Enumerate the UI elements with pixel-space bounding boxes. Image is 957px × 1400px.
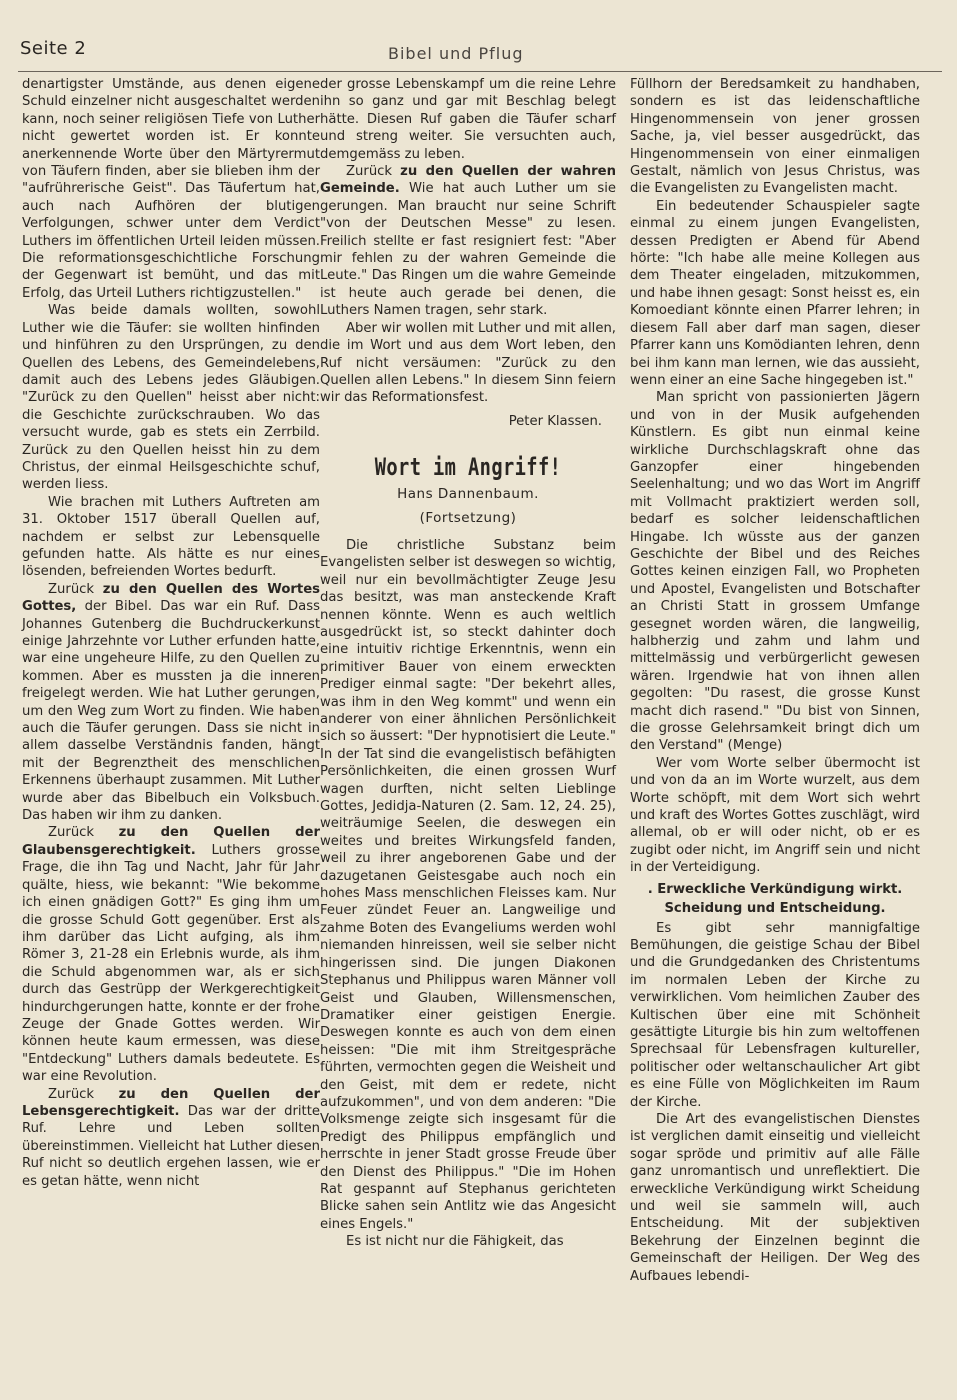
col2-paragraph: der grosse Lebenskampf um die reine Lehre ihn so ganz und gar mit Beschlag belegt hätte. Diesen Ruf gaben die Täufer scharf und streng weiter. Sie versuchten auch, demgemäss zu leben. [320,77,616,162]
column-2 [320,76,616,1251]
page-header [0,38,957,72]
col1-paragraph [22,824,320,1085]
paragraph-text: Luthers grosse Frage, die ihn Tag und Nacht, Jahr für Jahr quälte, hiess, wie bekannt: "Wie bekomme ich einen gnädigen Gott?" Es ging ihm um die grosse Schuld Gott gegenüber. Erst als ihm darüber das Licht aufging, als ihm Römer 3, 21-28 ein Erlebnis wurde, als ihm die Schuld abgenommen war, als er sich durch das Gestrüpp der Werkgerechtigkeit hindurchgerungen hatte, konnte er der frohe Zeuge der Gnade Gottes werden. Wir können heute kaum ermessen, was diese "Entdeckung" Luthers damals bedeutete. Es war eine Revolution. [22,842,320,1085]
col3-paragraph: Ein bedeutender Schauspieler sagte einmal zu einem jungen Evangelisten, dessen Predigten er Abend für Abend hörte: "Ich habe alle meine Kollegen aus dem Theater eingeladen, mitzukommen, und habe ihnen gesagt: Sonst heisst es, ein Komoediant könnte einen Pfarrer lehren; in diesem Fall aber darf man sagen, dieser Pfarrer kann uns Komödianten lehren, denn bei ihm kann man lernen, wie das aussieht, wenn einer an eine Sache hingegeben ist." [630,198,920,388]
header-rule [18,71,942,72]
col3-paragraph: Die Art des evangelistischen Dienstes ist verglichen damit einseitig und vielleicht sogar spröde und primitiv auf alle Fälle ganz unromantisch und unreflektiert. Die erweckliche Verkündigung wirkt Scheidung und weil sie sammeln will, auch Entscheidung. Mit der subjektiven Bekehrung der Einzelnen beginnt die Gemeinschaft der Heiligen. Der Weg des Aufbaues lebendi- [630,1111,920,1284]
bold-lead: zu den Quellen der wahren Gemeinde. [320,164,616,197]
page-number: Seite 2 [20,38,87,59]
col1-paragraph [22,1086,320,1190]
column-1 [22,76,320,1190]
author-signature: Peter Klassen. [508,413,602,429]
paragraph-text: der Bibel. Das war ein Ruf. Dass Johannes Gutenberg die Buchdruckerkunst einige Jahrzehnte vor Luther erfunden hatte, war eine ungeheure Hilfe, zu den Quellen zu kommen. Aber es mussten ja die inneren freigelegt werden. Wie hat Luther gerungen, um den Weg zum Wort zu finden. Wie haben auch die Täufer gerungen. Dass sie nicht in allem dasselbe Verständnis fanden, hängt mit der Begrenztheit des menschlichen Erkennens überhaupt zusammen. Mit Luther wurde aber das Bibelbuch ein Volksbuch. Das haben wir ihm zu danken. [22,599,320,824]
col2-paragraph: Aber wir wollen mit Luther und mit allen, die im Wort und aus dem Wort leben, den Ruf nicht versäumen: "Zurück zu den Quellen allen Lebens." In diesem Sinn feiern wir das Reformationsfest. [320,320,616,406]
col2-paragraph: Es ist nicht nur die Fähigkeit, das [346,1234,564,1250]
col2-paragraph: Die christliche Substanz beim Evangelisten selber ist deswegen so wichtig, weil nur ein bevollmächtigter Zeuge Jesu das besitzt, was man ansteckende Kraft nennen könnte. Wenn es auch weltlich ausgedrückt ist, so steckt dahinter doch eine intuitiv richtige Erkenntnis, wenn ein primitiver Bauer von einem erweckten Prediger einmal sagte: "Der bekehrt alles, was ihm in den Weg kommt" und wenn ein anderer von einer ähnlichen Persönlichkeit sich so äussert: "Der hypnotisiert die Leute." In der Tat sind die evangelistisch befähigten Persönlichkeiten, die einen grossen Wurf wagen durften, nicht selten Lieblinge Gottes, Jedidja-Naturen (2. Sam. 12, 24. 25), weiträumige Seelen, die deswegen ein weites und breites Wirkungsfeld fanden, weil zu ihrer angeborenen Gabe und der dazugetanen Geistesgabe auch noch ein hohes Mass menschlichen Fleisses kam. Nur Feuer zündet Feuer an. Langweilige und zahme Boten des Evangeliums werden wohl niemanden hinreissen, weil sie selber nicht hingerissen sind. Die jungen Diakonen Stephanus und Philippus waren Männer voll Geist und Glauben, Willensmenschen, Dramatiker einer geistigen Energie. Deswegen konnte es auch von dem einen heissen: "Die mit ihm Streitgespräche führten, vermochten gegen die Weisheit und den Geist, mit dem er redete, nicht aufzukommen", und von dem anderen: "Die Volksmenge zeigte sich insgesamt für die Predigt des Philippus empfänglich und herrschte in jener Stadt grosse Freude über den Dienst des Philippus." "Die im Hohen Rat gespannt auf Stephanus gerichteten Blicke sahen sein Antlitz wie das Angesicht eines Engels." [320,537,616,1232]
bold-lead: zu den Quellen des Wortes Gottes, [22,581,320,615]
column-3 [630,76,920,1285]
paragraph-text: Das war der dritte Ruf. Lehre und Leben sollten übereinstimmen. Vielleicht hat Luther diesen Ruf nicht so deutlich ergehen lassen, wie er es getan hätte, wenn nicht [22,1103,320,1189]
col2-paragraph [320,163,616,320]
col1-paragraph: denartigster Umstände, aus denen eigene Schuld einzelner nicht ausgeschaltet werden kann, noch seiner religiösen Tiefe von Luther nicht gewertet worden ist. Er konnte anerkennende Worte über den Märtyrermut von Täufern finden, aber sie blieben ihm der "aufrührerische Geist". Das Täufertum hat, auch nach Aufhören der blutigen Verfolgungen, schwer unter dem Verdict Luthers im öffentlichen Urteil leiden müssen. Die reformationsgeschichtliche Forschung der Gegenwart ist bemüht, und das mit Erfolg, das Urteil Luthers richtigzustellen." [22,77,320,301]
article-title: Wort im Angriff! [374,453,562,482]
col1-paragraph: Wie brachen mit Luthers Auftreten am 31. Oktober 1517 überall Quellen auf, nachdem er selbst zur Lebensquelle gefunden hatte. Als hätte es nur eines lösenden, befreienden Wortes bedurft. [22,494,320,580]
col1-paragraph [22,581,320,825]
lead-word: Zurück [48,581,95,597]
running-title: Bibel und Pflug [388,44,524,63]
section-subheading: Scheidung und Entscheidung. [664,901,886,917]
col3-paragraph: Füllhorn der Beredsamkeit zu handhaben, sondern es ist das leidenschaftliche Hingenommensein von jener grossen Sache, ja, viel besser ausgedrückt, das Hingenommensein von einer einmaligen Gestalt, nämlich von Jesus Christus, was die Evangelisten zu Evangelisten macht. [630,77,920,197]
col3-paragraph: Wer vom Worte selber übermocht ist und von da an im Worte wurzelt, aus dem Worte schöpft, mit dem Wort sich wehrt und kraft des Wortes Gottes zuschlägt, wird allemal, ob er will oder nicht, ob er es zugibt oder nicht, im Angriff sein und nicht in der Verteidigung. [630,755,920,876]
lead-word: Zurück [48,825,95,841]
section-subheading: . Erweckliche Verkündigung wirkt. [647,881,903,897]
paragraph-text: Wie hat auch Luther um sie gerungen. Man braucht nur seine Schrift "von der Deutschen Messe" zu lesen. Freilich stellte er fast resigniert fest: "Aber mir fehlen zu der wahren Gemeinde die Leute." Das Ringen um die wahre Gemeinde ist heute auch gerade bei denen, die Luthers Namen tragen, sehr stark. [320,181,616,319]
lead-word: Zurück [346,164,393,180]
article-continuation: (Fortsetzung) [419,509,517,526]
article-heading [320,452,616,527]
bold-lead: zu den Quellen der Lebensgerechtigkeit. [22,1086,320,1119]
article-author: Hans Dannenbaum. [397,486,539,503]
col1-paragraph: Was beide damals wollten, sowohl Luther wie die Täufer: sie wollten hinfinden und hinführen zu den Ursprüngen, zu den Quellen des Lebens, des Gemeindelebens, damit auch des Lebens jedes Gläubigen. "Zurück zu den Quellen" heisst aber nicht: die Geschichte zurückschrauben. Wo das versucht wurde, gab es stets ein Zerrbild. Zurück zu den Quellen heisst hin zu dem Christus, der einmal Heilsgeschichte schuf, werden liess. [22,303,320,493]
col3-paragraph: Es gibt sehr mannigfaltige Bemühungen, die geistige Schau der Bibel und die Grundgedanken des Christentums im normalen Leben der Kirche zu verwirklichen. Vom heimlichen Zauber des Kultischen über eine mit Schönheit gesättigte Liturgie bis hin zum weltoffenen Sprechsaal für Lebensfragen kultureller, politischer oder weltanschaulicher Art gibt es eine Fülle von Möglichkeiten im Raum der Kirche. [630,920,920,1110]
col3-paragraph: Man spricht von passionierten Jägern und von in der Musik aufgehenden Künstlern. Es gibt nun einmal keine wirkliche Durchschlagskraft ohne das Ganzopfer einer hingebenden Seelenhaltung; und wo das Wort im Angriff mit Vollmacht praktiziert werden soll, bedarf es solcher leidenschaftlichen Hingabe. Ich wüsste aus der ganzen Geschichte der Bibel und des Reiches Gottes keinen einzigen Fall, wo Propheten und Apostel, Evangelisten und Botschafter an Christi Statt in grossem Umfange gesegnet worden wären, die langweilig, halbherzig und zahm und lahm und mittelmässig und verbürgerlicht gewesen wären. Irgendwie hat von ihnen allen gegolten: "Du rasest, die grosse Kunst macht dich rasend." "Du bist von Sinnen, die grosse Gelehrsamkeit bringt dich um den Verstand" (Menge) [630,390,920,754]
lead-word: Zurück [48,1086,95,1102]
bold-lead: zu den Quellen der Glaubensgerechtigkeit. [22,825,320,858]
